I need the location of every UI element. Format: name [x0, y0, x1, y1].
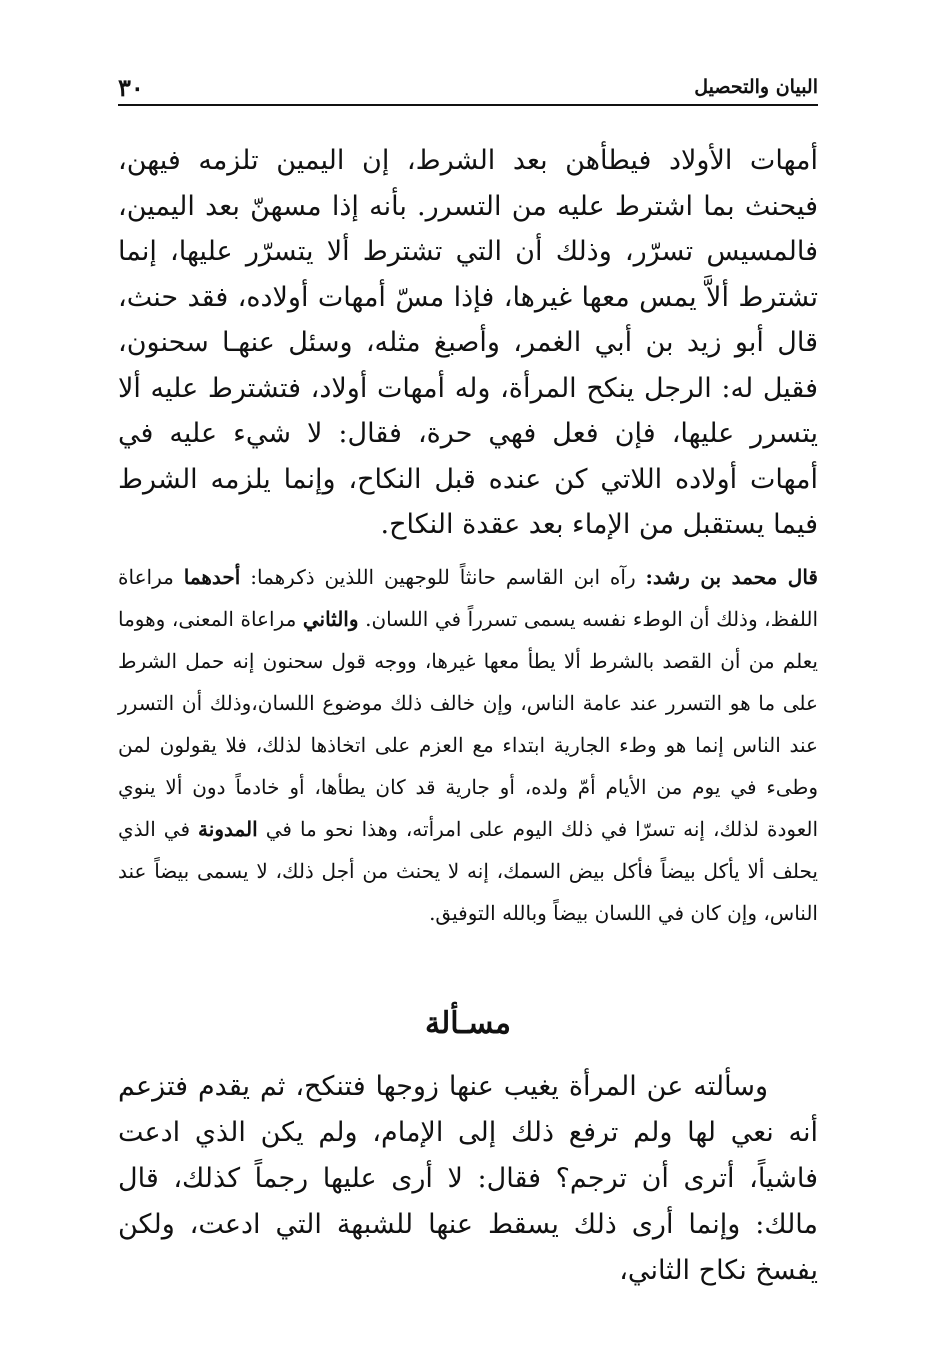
commentary-speaker: قال محمد بن رشد:: [645, 565, 818, 589]
commentary-text-4: في الذي يحلف ألا يأكل بيضاً فأكل بيض السمك، إنه لا يحنث من أجل ذلك، لا يسمى بيضاً عند الناس، وإن كان في اللسان بيضاً وبالله التوفيق.: [118, 817, 818, 925]
first-reason-label: أحدهما: [183, 565, 241, 589]
page-header: [118, 70, 818, 106]
running-title: البيان والتحصيل: [694, 76, 818, 98]
main-paragraph: أمهات الأولاد فيطأهن بعد الشرط، إن اليمين تلزمه فيهن، فيحنث بما اشترط عليه من التسرر. بأنه إذا مسهنّ بعد اليمين، فالمسيس تسرّر، وذلك أن التي تشترط ألا يتسرّر عليها، إنما تشترط ألاَّ يمس معها غيرها، فإذا مسّ أمهات أولاده، فقد حنث، قال أبو زيد بن أبي الغمر، وأصبغ مثله، وسئل عنهـا سحنون، فقيل له: الرجل ينكح المرأة، وله أمهات أولاد، فتشترط عليه ألا يتسرر عليها، فإن فعل فهي حرة، فقال: لا شيء عليه في أمهات أولاده اللاتي كن عنده قبل النكاح، وإنما يلزمه الشرط فيما يستقبل من الإماء بعد عقدة النكاح.: [118, 145, 818, 540]
commentary-paragraph: [118, 556, 818, 934]
second-paragraph: وسألته عن المرأة يغيب عنها زوجها فتنكح، ثم يقدم فتزعم أنه نعي لها ولم ترفع ذلك إلى الإمام، ولم يكن الذي ادعت فاشياً، أترى أن ترجم؟ فقال: لا أرى عليها رجماً كذلك، قال مالك: وإنما أرى ذلك يسقط عنها للشبهة التي ادعت، ولكن يفسخ نكاح الثاني،: [118, 1071, 818, 1286]
second-reason-label: والثاني: [302, 607, 359, 631]
source-label: المدونة: [198, 817, 258, 841]
page-number: ٣٠: [118, 72, 144, 102]
commentary-text-2: مراعاة اللفظ، وذلك أن الوطء نفسه يسمى تسرراً في اللسان.: [118, 565, 819, 631]
commentary-text-1: رآه ابن القاسم حانثاً للوجهين اللذين ذكرهما:: [240, 565, 646, 589]
section-title: مسـألة: [425, 1006, 511, 1041]
commentary-text-3: مراعاة المعنى، وهوما يعلم من أن القصد بالشرط ألا يطأ معها غيرها، ووجه قول سحنون إنه حمل الشرط على ما هو التسرر عند عامة الناس، وإن خالف ذلك موضوع اللسان،وذلك أن التسرر عند الناس إنما هو وطء الجارية ابتداء مع العزم على اتخاذها لذلك، فلا يقولون لمن وطىء في يوم من الأيام أمّ ولده، أو جارية قد كان يطأها، أو خادماً دون ألا ينوي العودة لذلك، إنه تسرّا في ذلك اليوم على امرأته، وهذا نحو ما في: [118, 607, 818, 841]
